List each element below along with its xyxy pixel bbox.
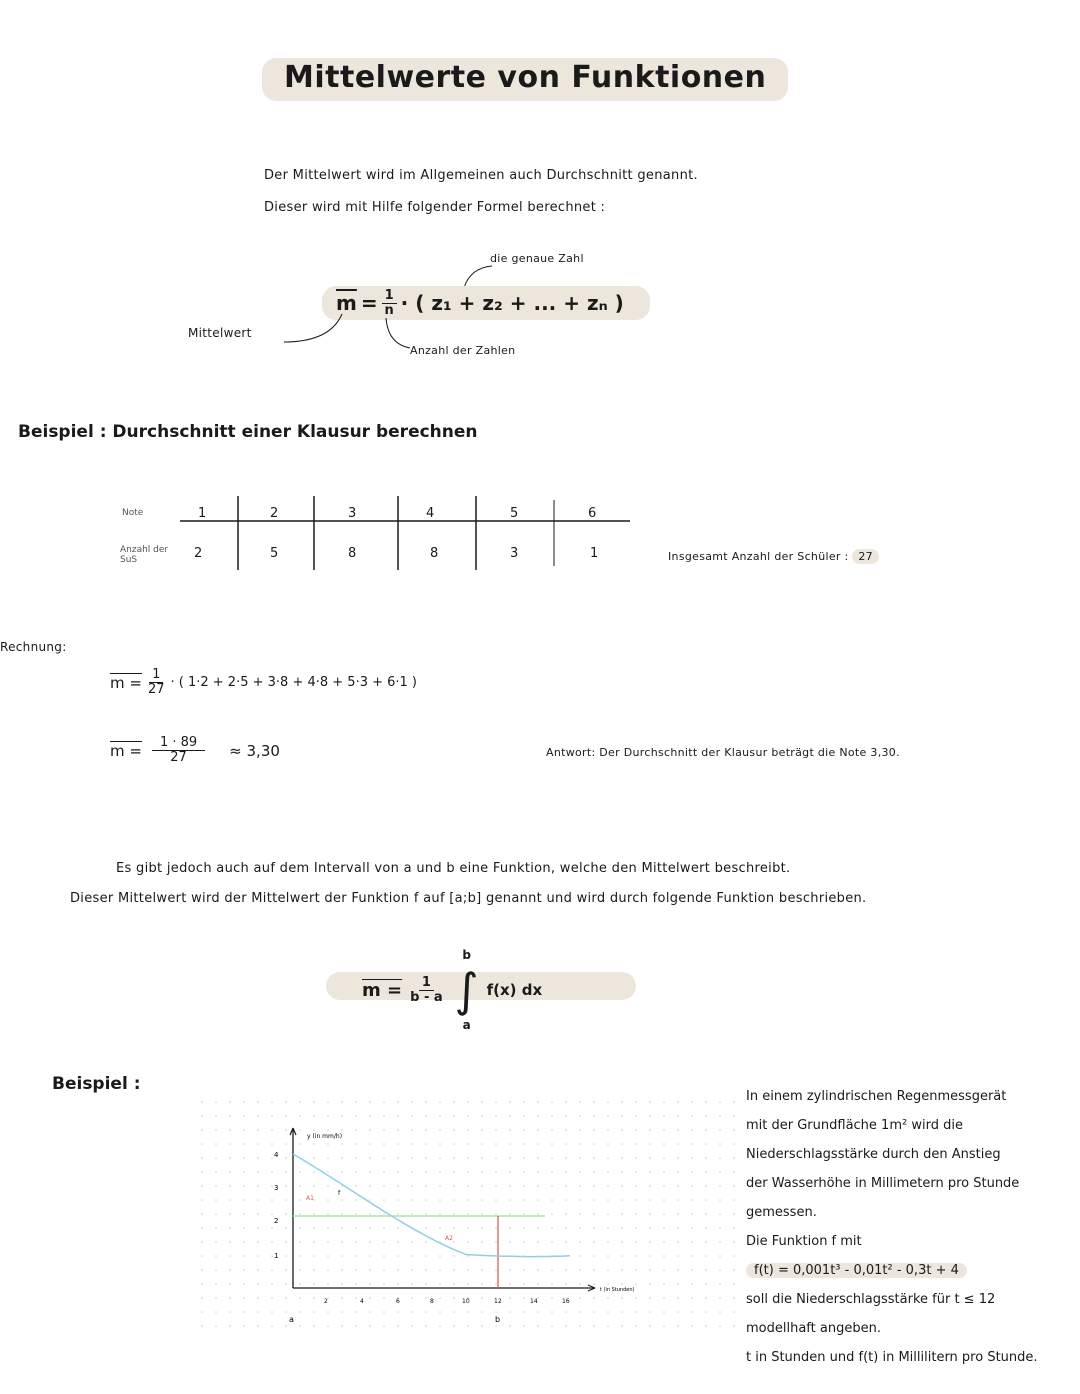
integral-sign-group bbox=[455, 948, 479, 1032]
example2-heading: Beispiel : bbox=[52, 1074, 141, 1094]
mean-formula: $\overline{m}$ = $\frac{1}{n}$ · ( z₁ + z₂ + ... + zₙ ) bbox=[322, 286, 650, 320]
desc-line-4: der Wasserhöhe in Millimetern pro Stunde bbox=[746, 1176, 1020, 1191]
table-row2-label-b: SuS bbox=[120, 555, 138, 565]
integral-fraction-num: 1 bbox=[419, 976, 434, 991]
desc-line-2: mit der Grundfläche 1m² wird die bbox=[746, 1118, 963, 1133]
y-tick-3: 3 bbox=[274, 1184, 279, 1192]
mean-formula-sum: · ( z₁ + z₂ + ... + zₙ ) bbox=[400, 291, 624, 315]
dot-grid bbox=[200, 1100, 740, 1330]
function-definition: f(t) = 0,001t³ - 0,01t² - 0,3t + 4 bbox=[746, 1263, 967, 1278]
total-value: 27 bbox=[852, 549, 879, 564]
x-tick-12: 12 bbox=[494, 1298, 502, 1305]
x-tick-16: 16 bbox=[562, 1298, 570, 1305]
label-mean: Mittelwert bbox=[188, 326, 252, 340]
integral-upper: b bbox=[462, 948, 471, 962]
calc1-lhs: m = bbox=[110, 673, 142, 692]
x-tick-2: 2 bbox=[324, 1298, 328, 1305]
label-exact-number: die genaue Zahl bbox=[490, 252, 584, 265]
integral-formula bbox=[362, 948, 542, 1032]
x-tick-4: 4 bbox=[360, 1298, 364, 1305]
mean-fraction bbox=[382, 289, 397, 318]
grade-6: 6 bbox=[588, 506, 597, 521]
mean-symbol: $\overline{m}$ bbox=[336, 291, 357, 315]
calculation-line-2 bbox=[110, 736, 280, 765]
calc2-lhs: m = bbox=[110, 741, 142, 760]
integral-lower: a bbox=[462, 1018, 471, 1032]
intro-line-2: Dieser wird mit Hilfe folgender Formel berechnet : bbox=[264, 200, 606, 215]
grade-3: 3 bbox=[348, 506, 357, 521]
desc-line-3: Niederschlagsstärke durch den Anstieg bbox=[746, 1147, 1001, 1162]
table-row2-label-a: Anzahl der bbox=[120, 545, 169, 555]
y-axis-label: y (in mm/h) bbox=[307, 1133, 343, 1140]
x-tick-6: 6 bbox=[396, 1298, 400, 1305]
grade-4: 4 bbox=[426, 506, 435, 521]
table-row1-label: Note bbox=[122, 508, 144, 518]
count-4: 8 bbox=[430, 546, 439, 561]
integral-integrand: f(x) dx bbox=[486, 981, 543, 999]
example1-heading: Beispiel : Durchschnitt einer Klausur berechnen bbox=[18, 422, 478, 442]
calc1-den: 27 bbox=[147, 682, 165, 697]
count-2: 5 bbox=[270, 546, 279, 561]
integral-fraction-den: b - a bbox=[410, 989, 443, 1005]
count-6: 1 bbox=[590, 546, 599, 561]
grade-1: 1 bbox=[198, 506, 207, 521]
y-tick-1: 1 bbox=[274, 1252, 279, 1260]
label-count: Anzahl der Zahlen bbox=[410, 344, 516, 357]
calc2-den: 27 bbox=[170, 750, 187, 765]
calc1-sum: · ( 1·2 + 2·5 + 3·8 + 4·8 + 5·3 + 6·1 ) bbox=[170, 675, 418, 690]
calculation-line-1 bbox=[110, 668, 417, 697]
y-tick-4: 4 bbox=[274, 1151, 279, 1159]
count-1: 2 bbox=[194, 546, 203, 561]
calc2-num: 1 · 89 bbox=[152, 736, 205, 751]
calc1-fraction bbox=[148, 668, 165, 697]
grade-2: 2 bbox=[270, 506, 279, 521]
total-students bbox=[668, 550, 879, 563]
answer-text: Antwort: Der Durchschnitt der Klausur beträgt die Note 3,30. bbox=[546, 746, 900, 759]
origin-a: a bbox=[289, 1315, 294, 1324]
curve-label: f bbox=[338, 1190, 341, 1197]
desc-line-5: gemessen. bbox=[746, 1205, 817, 1220]
integral-lhs: m = bbox=[362, 979, 403, 1001]
calc1-num: 1 bbox=[149, 668, 163, 683]
calc2-fraction bbox=[152, 736, 205, 765]
table-row2-label bbox=[120, 545, 168, 565]
mean-fraction-num: 1 bbox=[382, 289, 397, 304]
area1-label: A1 bbox=[306, 1195, 314, 1202]
integral-fraction bbox=[410, 976, 443, 1005]
count-5: 3 bbox=[510, 546, 519, 561]
intro-line-1: Der Mittelwert wird im Allgemeinen auch Durchschnitt genannt. bbox=[264, 168, 698, 183]
total-label: Insgesamt Anzahl der Schüler : bbox=[668, 550, 849, 563]
integral-sign: ∫ bbox=[454, 963, 479, 1017]
label-mean-arrow bbox=[280, 310, 350, 350]
calculation-label: Rechnung: bbox=[0, 640, 67, 654]
example2-description bbox=[746, 1082, 1038, 1372]
mean-fraction-den: n bbox=[384, 302, 394, 318]
area2-label: A2 bbox=[445, 1235, 453, 1242]
desc-line-8: soll die Niederschlagsstärke für t ≤ 12 bbox=[746, 1292, 996, 1307]
desc-line-9: modellhaft angeben. bbox=[746, 1321, 881, 1336]
calc2-result: ≈ 3,30 bbox=[229, 741, 280, 760]
function-text-2: Dieser Mittelwert wird der Mittelwert der Funktion f auf [a;b] genannt und wird durch folgende Funktion beschrieben. bbox=[70, 891, 867, 906]
x-tick-8: 8 bbox=[430, 1298, 434, 1305]
rain-chart bbox=[200, 1100, 740, 1330]
desc-line-7 bbox=[746, 1256, 1038, 1285]
x-tick-10: 10 bbox=[462, 1298, 470, 1305]
count-3: 8 bbox=[348, 546, 357, 561]
y-tick-2: 2 bbox=[274, 1217, 279, 1225]
grade-5: 5 bbox=[510, 506, 519, 521]
b-label: b bbox=[495, 1315, 501, 1324]
function-text-1: Es gibt jedoch auch auf dem Intervall von a und b eine Funktion, welche den Mittelwert beschreibt. bbox=[116, 861, 791, 876]
desc-line-10: t in Stunden und f(t) in Millilitern pro Stunde. bbox=[746, 1350, 1038, 1365]
desc-line-6: Die Funktion f mit bbox=[746, 1234, 862, 1249]
x-axis-label: t (in Stunden) bbox=[600, 1287, 635, 1293]
x-tick-14: 14 bbox=[530, 1298, 538, 1305]
page-title: Mittelwerte von Funktionen bbox=[262, 58, 788, 101]
grades-table bbox=[110, 490, 650, 580]
desc-line-1: In einem zylindrischen Regenmessgerät bbox=[746, 1089, 1007, 1104]
